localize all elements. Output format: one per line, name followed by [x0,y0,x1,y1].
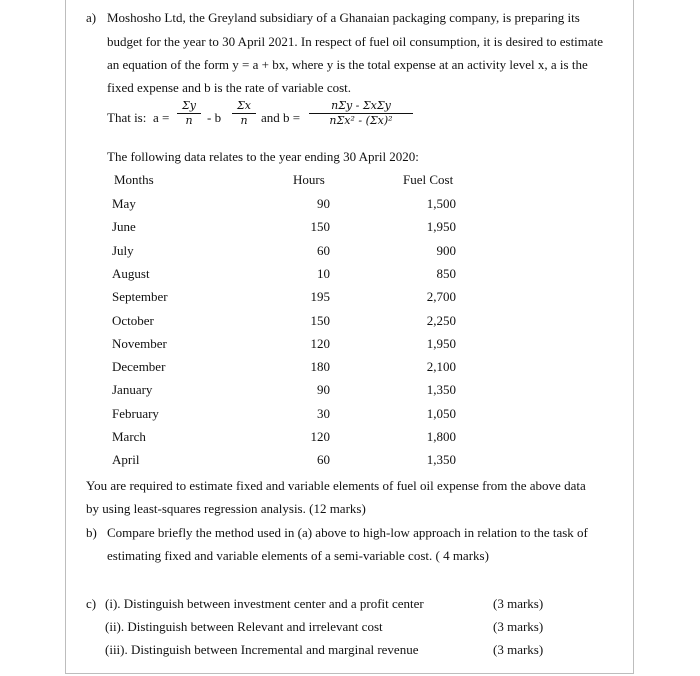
formula-that-is: That is: [107,110,147,125]
question-c-item-3: (iii). Distinguish between Incremental and marginal revenue [105,642,419,657]
formula-minus-b: - b [207,110,222,125]
question-c-item-2-marks: (3 marks) [493,619,544,634]
table-cell-month: February [112,406,159,421]
formula-frac2-numerator: Σx [237,99,251,112]
formula-frac1-denominator: n [185,114,193,127]
table-cell-month: April [112,452,140,467]
question-a-line-4: fixed expense and b is the rate of variable cost. [107,80,352,95]
question-a-label: a) [86,10,97,25]
table-cell-month: September [112,289,168,304]
formula-frac3-denominator: nΣx² - (Σx)² [329,114,393,127]
formula-fraction-sum-y-over-n [177,100,201,127]
table-cell-month: June [112,219,136,234]
table-cell-month: December [112,359,166,374]
question-a-line-1: Moshosho Ltd, the Greyland subsidiary of a Ghanaian packaging company, is preparing its [107,10,580,25]
table-cell-hours: 60 [317,452,330,467]
formula-a-equals: a = [153,110,170,125]
table-cell-fuel-cost: 1,500 [426,196,456,211]
table-cell-hours: 120 [310,336,330,351]
question-a-line-3: an equation of the form y = a + bx, where y is the total expense at an activity level x, a is the [107,57,588,72]
table-header-fuel-cost: Fuel Cost [403,172,454,187]
table-cell-hours: 60 [317,243,330,258]
table-cell-month: November [112,336,167,351]
formula-frac2-denominator: n [240,114,248,127]
table-cell-fuel-cost: 2,700 [426,289,456,304]
table-cell-hours: 150 [310,219,330,234]
table-cell-month: October [112,313,154,328]
table-cell-hours: 180 [310,359,330,374]
question-b-line-2: estimating fixed and variable elements of a semi-variable cost. ( 4 marks) [107,548,489,563]
table-cell-fuel-cost: 1,350 [426,382,456,397]
formula-fraction-b [309,100,413,127]
table-cell-month: January [112,382,153,397]
formula-frac1-numerator: Σy [182,99,196,112]
formula-fraction-sum-x-over-n [232,100,256,127]
question-c-item-1: (i). Distinguish between investment center and a profit center [105,596,424,611]
data-intro: The following data relates to the year ending 30 April 2020: [107,149,419,164]
table-header-months: Months [114,172,154,187]
question-b-line-1: Compare briefly the method used in (a) above to high-low approach in relation to the task of [107,525,588,540]
table-cell-month: March [112,429,146,444]
question-c-item-3-marks: (3 marks) [493,642,544,657]
table-cell-hours: 30 [317,406,330,421]
question-a-task-line-1: You are required to estimate fixed and variable elements of fuel oil expense from the above data [86,478,586,493]
table-cell-fuel-cost: 1,800 [426,429,456,444]
table-cell-fuel-cost: 1,350 [426,452,456,467]
table-cell-fuel-cost: 1,950 [426,219,456,234]
table-cell-fuel-cost: 850 [436,266,456,281]
question-b-label: b) [86,525,97,540]
table-cell-fuel-cost: 1,950 [426,336,456,351]
table-cell-hours: 195 [310,289,330,304]
question-a-task-line-2: by using least-squares regression analysis. (12 marks) [86,501,366,516]
question-c-label: c) [86,596,97,611]
formula-frac3-numerator: nΣy - ΣxΣy [331,99,391,112]
question-c-item-2: (ii). Distinguish between Relevant and irrelevant cost [105,619,383,634]
table-cell-month: August [112,266,150,281]
table-cell-fuel-cost: 900 [436,243,456,258]
table-cell-month: July [112,243,134,258]
table-header-hours: Hours [293,172,325,187]
table-cell-hours: 10 [317,266,330,281]
question-a-line-2: budget for the year to 30 April 2021. In respect of fuel oil consumption, it is desired to estimate [107,34,604,49]
table-cell-month: May [112,196,136,211]
table-cell-fuel-cost: 1,050 [426,406,456,421]
question-c-item-1-marks: (3 marks) [493,596,544,611]
table-cell-hours: 150 [310,313,330,328]
table-cell-hours: 120 [310,429,330,444]
table-cell-fuel-cost: 2,250 [426,313,456,328]
formula-and-b-equals: and b = [261,110,301,125]
table-cell-hours: 90 [317,382,330,397]
table-cell-hours: 90 [317,196,330,211]
table-cell-fuel-cost: 2,100 [426,359,456,374]
